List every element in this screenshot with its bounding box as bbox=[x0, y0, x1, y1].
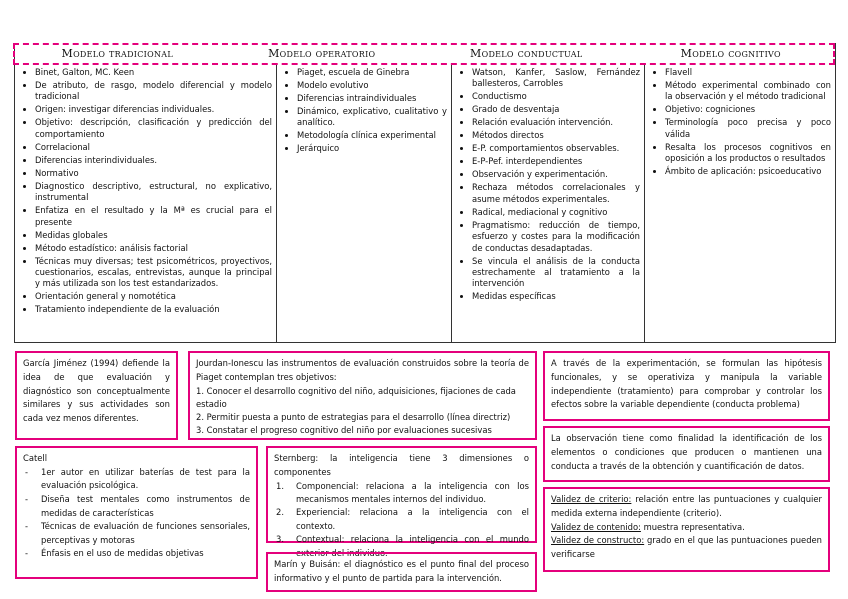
list-item: • Diagnostico descriptivo, estructural, no explicativo, instrumental bbox=[35, 181, 272, 204]
operativo-list bbox=[281, 67, 447, 155]
list-item: • Jerárquico bbox=[297, 143, 447, 154]
garcia-note bbox=[15, 351, 178, 440]
list-item: • Metodología clínica experimental bbox=[297, 130, 447, 141]
jourdan-list bbox=[196, 385, 529, 438]
traditional-list bbox=[19, 67, 272, 316]
list-item: • Medidas específicas bbox=[472, 291, 640, 302]
sternberg-item bbox=[274, 480, 529, 507]
jourdan-item: 2. Permitir puesta a punto de estrategias para el desarrollo (línea directriz) bbox=[196, 412, 511, 423]
list-item: • Técnicas muy diversas; test psicométricos, proyectivos, cuestionarios, escalas, entrevistas, aunque la principal y más utilizada son los test estandarizados. bbox=[35, 256, 272, 290]
experimentacion-text: A través de la experimentación, se formulan las hipótesis funcionales, y se operativiza y manipula la variable independiente (tratamiento) para comprobar y controlar los efectos sobre la variable dependiente (conducta problema) bbox=[551, 358, 822, 410]
models-table bbox=[14, 43, 836, 343]
jourdan-intro: Jourdan-Ionescu las instrumentos de evaluación construidos sobre la teoría de Piaget contemplan tres objetivos: bbox=[196, 358, 529, 382]
list-item: • Método estadístico: análisis factorial bbox=[35, 243, 272, 254]
validez-constructo-text: grado en el que las puntuaciones pueden verificarse bbox=[551, 535, 822, 560]
sternberg-item-number: 2. bbox=[276, 507, 284, 518]
list-item: • Modelo evolutivo bbox=[297, 80, 447, 91]
list-item: • E-P. comportamientos observables. bbox=[472, 143, 640, 154]
list-item: • Relación evaluación intervención. bbox=[472, 117, 640, 128]
cognitivo-list bbox=[649, 67, 831, 178]
catell-item: - Técnicas de evaluación de funciones sensoriales, perceptivas y motoras bbox=[23, 520, 250, 547]
observacion-text: La observación tiene como finalidad la identificación de los elementos o condiciones que producen o mantienen una conducta a través de la obtención y cuantificación de datos. bbox=[551, 433, 822, 471]
marin-note bbox=[266, 552, 537, 592]
catell-note bbox=[15, 446, 258, 579]
column-operativo bbox=[277, 65, 452, 342]
list-item: • Objetivo: descripción, clasificación y predicción del comportamiento bbox=[35, 117, 272, 140]
jourdan-item: 3. Constatar el progreso cognitivo del niño por evaluaciones sucesivas bbox=[196, 425, 492, 436]
validez-contenido-text: muestra representativa. bbox=[640, 521, 745, 532]
sternberg-item-number: 3. bbox=[276, 534, 284, 545]
header-cognitivo: Modelo cognitivo bbox=[680, 47, 781, 60]
sternberg-note bbox=[266, 446, 537, 558]
sternberg-list bbox=[274, 480, 529, 560]
sternberg-item-text: Experiencial: relaciona a la inteligencia con el contexto. bbox=[296, 507, 529, 531]
list-item: • Origen: investigar diferencias individuales. bbox=[35, 104, 272, 115]
list-item: • Pragmatismo: reducción de tiempo, esfuerzo y costes para la modificación de conductas desadaptadas. bbox=[472, 220, 640, 254]
jourdan-note bbox=[188, 351, 537, 440]
list-item: • Diferencias interindividuales. bbox=[35, 155, 272, 166]
list-item: • De atributo, de rasgo, modelo diferencial y modelo tradicional bbox=[35, 80, 272, 103]
observacion-note bbox=[543, 426, 830, 482]
list-item: • Terminología poco precisa y poco válida bbox=[665, 117, 831, 140]
list-item: • Tratamiento independiente de la evaluación bbox=[35, 304, 272, 315]
marin-text: Marín y Buisán: el diagnóstico es el punto final del proceso informativo y el punto de partida para la intervención. bbox=[274, 559, 529, 583]
list-item: • Watson, Kanfer, Saslow, Fernández ballesteros, Carrobles bbox=[472, 67, 640, 90]
list-item: • Correlacional bbox=[35, 142, 272, 153]
list-item: • Conductismo bbox=[472, 91, 640, 102]
sternberg-item-text: Contextual: relaciona la inteligencia con el mundo exterior del individuo. bbox=[296, 534, 529, 558]
list-item: • Ámbito de aplicación: psicoeducativo bbox=[665, 166, 831, 177]
column-cognitivo bbox=[645, 65, 835, 342]
list-item: • Grado de desventaja bbox=[472, 104, 640, 115]
validez-note bbox=[543, 487, 830, 572]
list-item: • Rechaza métodos correlacionales y asume métodos experimentales. bbox=[472, 182, 640, 205]
jourdan-item: 1. Conocer el desarrollo cognitivo del niño, adquisiciones, fijaciones de cada estadio bbox=[196, 385, 516, 409]
catell-item: - 1er autor en utilizar baterías de test para la evaluación psicológica. bbox=[23, 466, 250, 493]
validez-criterio-text: relación entre las puntuaciones y cualquier medida externa independiente (criterio). bbox=[551, 494, 822, 518]
list-item: • Se vincula el análisis de la conducta estrechamente al tratamiento a la intervención bbox=[472, 256, 640, 290]
list-item: • Observación y experimentación. bbox=[472, 169, 640, 180]
header-conductual: Modelo conductual bbox=[470, 47, 583, 60]
column-traditional bbox=[15, 65, 277, 342]
list-item: • Resalta los procesos cognitivos en oposición a los productos o resultados bbox=[665, 142, 831, 165]
list-item: • Objetivo: cogniciones bbox=[665, 104, 831, 115]
sternberg-intro: Sternberg: la inteligencia tiene 3 dimensiones o componentes bbox=[274, 453, 529, 477]
list-item: • Piaget, escuela de Ginebra bbox=[297, 67, 447, 78]
list-item: • Dinámico, explicativo, cualitativo y analítico. bbox=[297, 106, 447, 129]
sternberg-item bbox=[274, 506, 529, 533]
list-item: • Método experimental combinado con la observación y el método tradicional bbox=[665, 80, 831, 103]
validez-contenido-label: Validez de contenido: bbox=[551, 521, 641, 532]
list-item: • Métodos directos bbox=[472, 130, 640, 141]
catell-list bbox=[23, 466, 250, 561]
list-item: • Medidas globales bbox=[35, 230, 272, 241]
list-item: • E-P-Pef. interdependientes bbox=[472, 156, 640, 167]
list-item: • Enfatiza en el resultado y la Mª es crucial para el presente bbox=[35, 205, 272, 228]
list-item: • Normativo bbox=[35, 168, 272, 179]
header-operativo: Modelo operatorio bbox=[268, 47, 376, 60]
table-header-row bbox=[13, 43, 835, 65]
list-item: • Binet, Galton, MC. Keen bbox=[35, 67, 272, 78]
validez-constructo-label: Validez de constructo: bbox=[551, 535, 645, 546]
list-item: • Orientación general y nomotética bbox=[35, 291, 272, 302]
catell-title: Catell bbox=[23, 453, 48, 463]
validez-criterio-label: Validez de criterio: bbox=[551, 494, 632, 504]
catell-item: - Énfasis en el uso de medidas objetivas bbox=[23, 547, 250, 561]
conductual-list bbox=[456, 67, 640, 303]
validez-criterio bbox=[551, 493, 822, 521]
list-item: • Diferencias intraindividuales bbox=[297, 93, 447, 104]
sternberg-item-number: 1. bbox=[276, 480, 284, 491]
sternberg-item-text: Componencial: relaciona a la inteligencia con los mecanismos mentales internos del individuo. bbox=[296, 480, 529, 504]
column-conductual bbox=[452, 65, 645, 342]
header-traditional: Modelo tradicional bbox=[61, 47, 173, 60]
experimentacion-note bbox=[543, 351, 830, 421]
garcia-text: García Jiménez (1994) defiende la idea de que evaluación y diagnóstico son conceptualmente similares y sus actividades son cada vez menos diferentes. bbox=[23, 358, 170, 424]
list-item: • Radical, mediacional y cognitivo bbox=[472, 207, 640, 218]
validez-constructo bbox=[551, 534, 822, 562]
catell-item: - Diseña test mentales como instrumentos de medidas de características bbox=[23, 493, 250, 520]
list-item: • Flavell bbox=[665, 67, 831, 78]
validez-contenido bbox=[551, 521, 822, 535]
